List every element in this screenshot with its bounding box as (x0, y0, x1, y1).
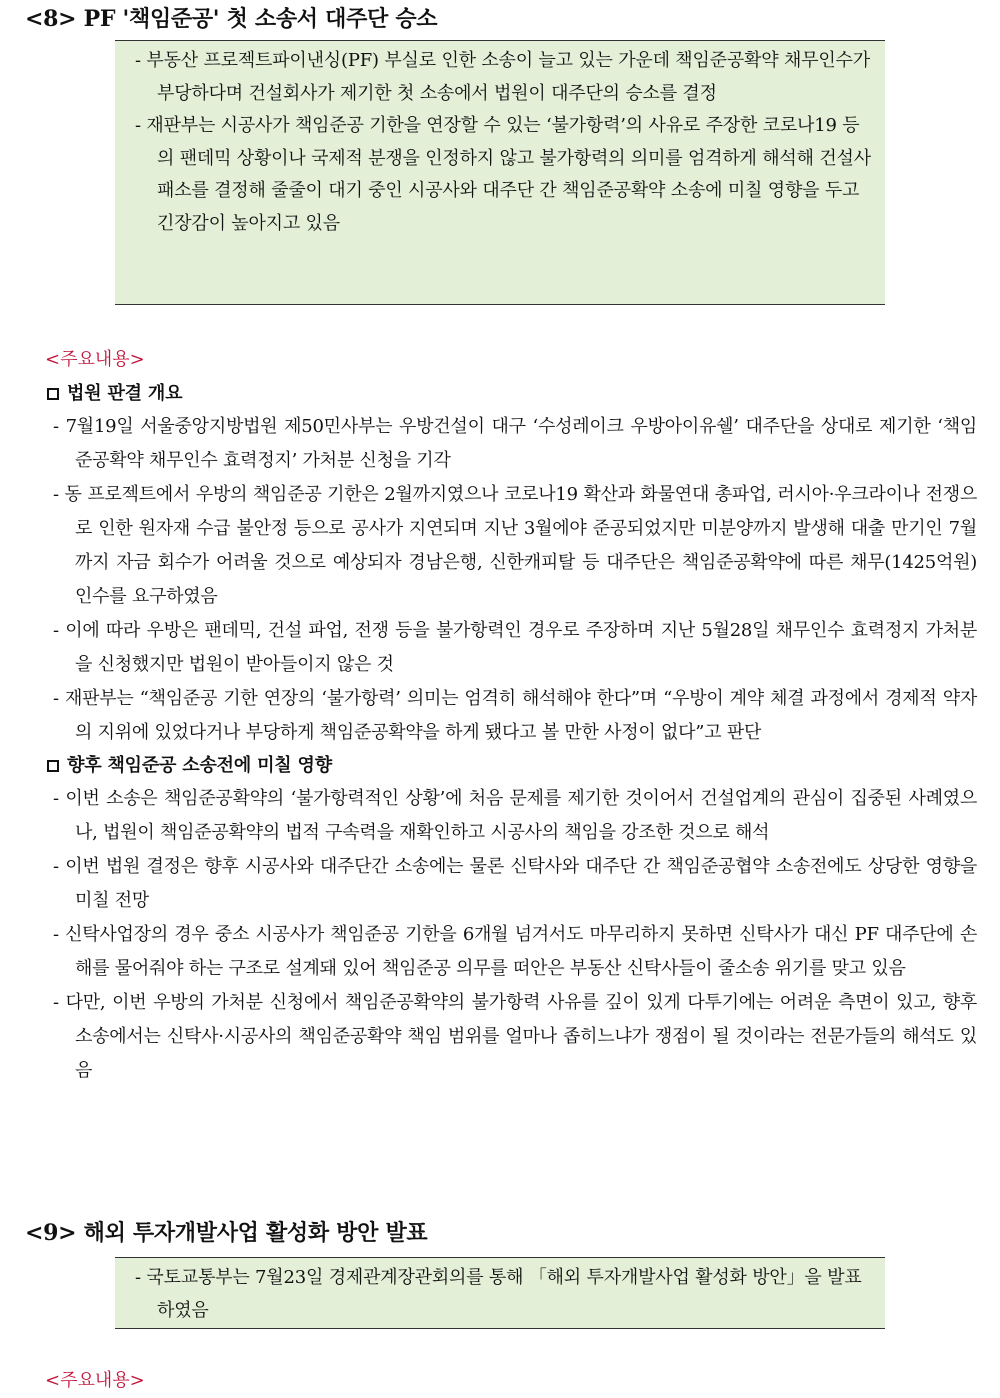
subheading-future-impact (47, 750, 977, 782)
summary-item: - 부동산 프로젝트파이낸싱(PF) 부실로 인한 소송이 늘고 있는 가운데 책임준공확약 채무인수가 부당하다며 건설회사가 제기한 첫 소송에서 법원이 대주단의 승소를 결정 (135, 50, 870, 104)
key-content-label: <주요내용> (45, 349, 145, 370)
bullet-item: - 7월19일 서울중앙지방법원 제50민사부는 우방건설이 대구 ‘수성레이크 우방아이유쉘’ 대주단을 상대로 제기한 ‘책임준공확약 채무인수 효력정지’ 가처분 신청을 기각 (53, 416, 977, 471)
bullet-item: - 이번 소송은 책임준공확약의 ‘불가항력적인 상황’에 처음 문제를 제기한 것이어서 건설업계의 관심이 집중된 사례였으나, 법원이 책임준공확약의 법적 구속력을 재확인하고 시공사의 책임을 강조한 것으로 해석 (53, 788, 977, 843)
bullet-item: - 다만, 이번 우방의 가처분 신청에서 책임준공확약의 불가항력 사유를 깊이 있게 다투기에는 어려운 측면이 있고, 향후 소송에서는 신탁사·시공사의 책임준공확약 책임 범위를 얼마나 좁히느냐가 쟁점이 될 것이라는 전문가들의 해석도 있음 (53, 992, 977, 1081)
section-9-title: <9> 해외 투자개발사업 활성화 방안 발표 (25, 1220, 428, 1246)
section-8-title: <8> PF '책임준공' 첫 소송서 대주단 승소 (25, 6, 438, 32)
section-8-summary-box (115, 40, 885, 305)
bullet-item: - 이에 따라 우방은 팬데믹, 건설 파업, 전쟁 등을 불가항력인 경우로 주장하며 지난 5월28일 채무인수 효력정지 가처분을 신청했지만 법원이 받아들이지 않은 것 (53, 620, 977, 675)
subheading-text: 법원 판결 개요 (67, 383, 183, 404)
bullet-item: - 이번 법원 결정은 향후 시공사와 대주단간 소송에는 물론 신탁사와 대주단 간 책임준공협약 소송전에도 상당한 영향을 미칠 전망 (53, 856, 977, 911)
section-8-content (47, 378, 977, 1088)
summary-item: - 재판부는 시공사가 책임준공 기한을 연장할 수 있는 ‘불가항력’의 사유로 주장한 코로나19 등의 팬데믹 상황이나 국제적 분쟁을 인정하지 않고 불가항력의 의미를 엄격하게 해석해 건설사 패소를 결정해 줄줄이 대기 중인 시공사와 대주단 간 책임준공확약 소송에 미칠 영향을 두고 긴장감이 높아지고 있음 (135, 115, 871, 234)
bullet-item: - 신탁사업장의 경우 중소 시공사가 책임준공 기한을 6개월 넘겨서도 마무리하지 못하면 신탁사가 대신 PF 대주단에 손해를 물어줘야 하는 구조로 설계돼 있어 책임준공 의무를 떠안은 부동산 신탁사들이 줄소송 위기를 맞고 있음 (53, 924, 977, 979)
checkbox-square-icon (47, 388, 59, 400)
bullet-item: - 재판부는 “책임준공 기한 연장의 ‘불가항력’ 의미는 엄격히 해석해야 한다”며 “우방이 계약 체결 과정에서 경제적 약자의 지위에 있었다거나 부당하게 책임준공확약을 하게 됐다고 볼 만한 사정이 없다”고 판단 (53, 688, 977, 743)
subheading-court-ruling (47, 378, 977, 410)
checkbox-square-icon (47, 760, 59, 772)
subheading-text: 향후 책임준공 소송전에 미칠 영향 (67, 755, 332, 776)
section-9-summary-box (115, 1257, 885, 1329)
bullet-item: - 동 프로젝트에서 우방의 책임준공 기한은 2월까지였으나 코로나19 확산과 화물연대 총파업, 러시아·우크라이나 전쟁으로 인한 원자재 수급 불안정 등으로 공사가 지연되며 지난 3월에야 준공되었지만 미분양까지 발생해 대출 만기인 7월까지 자금 회수가 어려울 것으로 예상되자 경남은행, 신한캐피탈 등 대주단은 책임준공확약에 따른 채무(1425억원) 인수를 요구하였음 (53, 484, 977, 607)
key-content-label: <주요내용> (45, 1370, 145, 1391)
summary-item: - 국토교통부는 7월23일 경제관계장관회의를 통해 「해외 투자개발사업 활성화 방안」을 발표하였음 (135, 1267, 862, 1321)
